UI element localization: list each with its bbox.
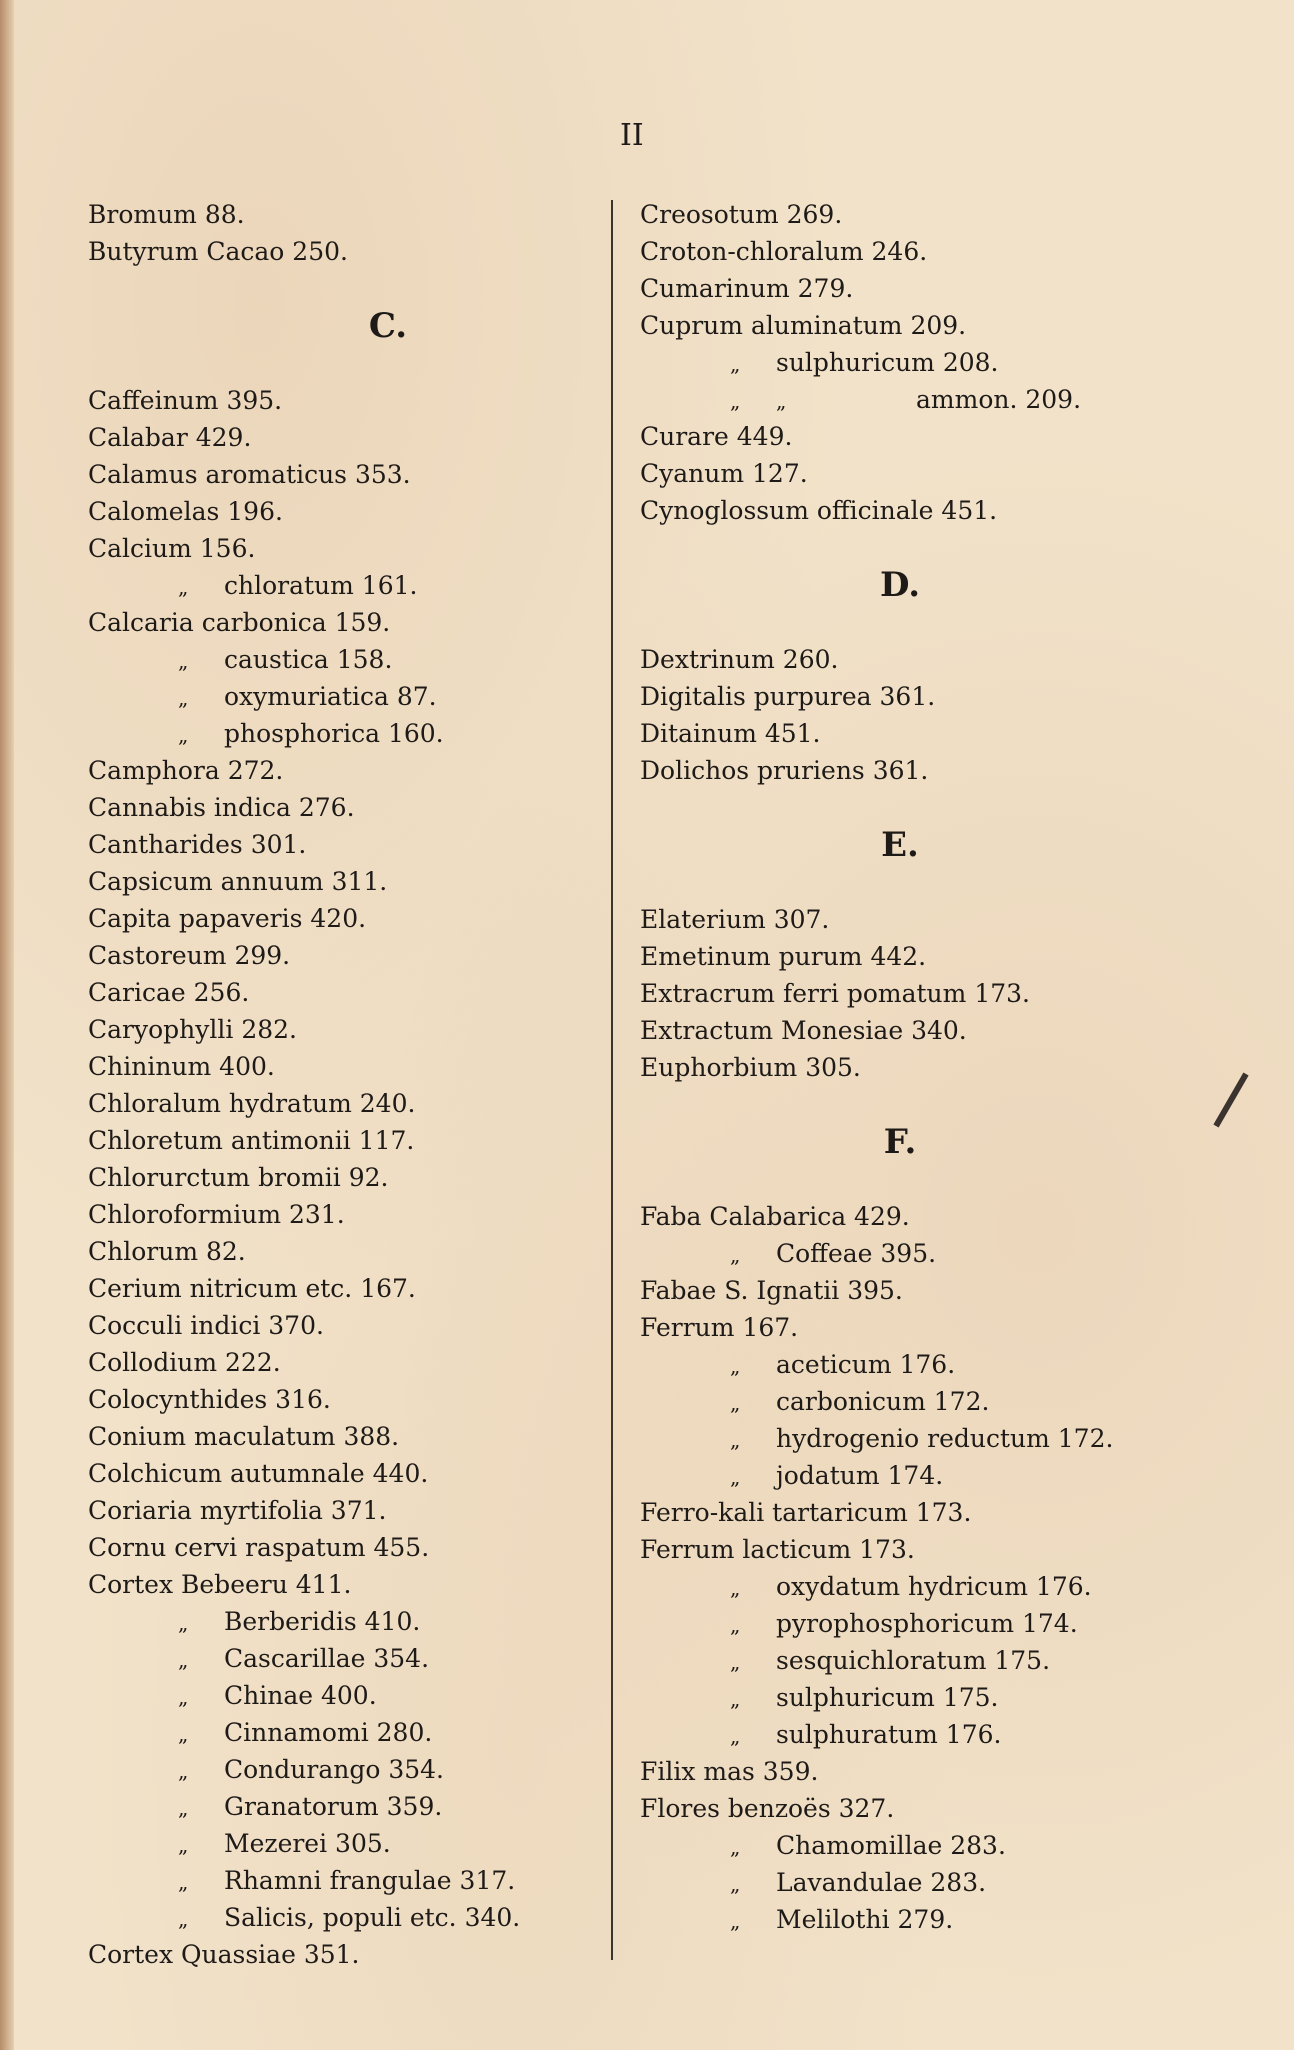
entry-text: Chamomillae 283.: [776, 1831, 1006, 1860]
entry-text: sesquichloratum 175.: [776, 1646, 1051, 1675]
index-entry: [640, 901, 1200, 938]
entry-text: Cortex Bebeeru 411.: [88, 1570, 352, 1599]
index-entry: [88, 752, 608, 789]
entry-text: ammon. 209.: [916, 385, 1082, 414]
entry-text: Castoreum 299.: [88, 941, 291, 970]
ditto-mark: „: [178, 1648, 189, 1672]
index-subentry: [640, 1901, 1200, 1938]
entry-text: Salicis, populi etc. 340.: [224, 1903, 521, 1932]
index-entry: [640, 1012, 1200, 1049]
entry-text: Croton-chloralum 246.: [640, 237, 928, 266]
entry-text: Chlorum 82.: [88, 1237, 246, 1266]
index-entry: [640, 270, 1200, 307]
entry-text: Cynoglossum officinale 451.: [640, 496, 998, 525]
ditto-mark: „: [178, 1870, 189, 1894]
index-entry: [88, 1344, 608, 1381]
entry-text: Caryophylli 282.: [88, 1015, 297, 1044]
entry-text: Camphora 272.: [88, 756, 284, 785]
entry-text: carbonicum 172.: [776, 1387, 990, 1416]
index-entry: [88, 196, 608, 233]
index-entry: [88, 1122, 608, 1159]
index-subentry: [640, 1864, 1200, 1901]
index-subentry: [640, 1457, 1200, 1494]
index-entry: [88, 863, 608, 900]
index-entry: [88, 1270, 608, 1307]
entry-text: Cannabis indica 276.: [88, 793, 355, 822]
ditto-mark: „: [730, 1724, 741, 1748]
index-entry: [88, 1529, 608, 1566]
index-subentry: [640, 1716, 1200, 1753]
index-entry: [88, 1566, 608, 1603]
index-entry: [88, 1159, 608, 1196]
entry-text: phosphorica 160.: [224, 719, 444, 748]
section-letter-heading: F.: [883, 1122, 917, 1162]
entry-text: Caricae 256.: [88, 978, 250, 1007]
index-subentry: [640, 1383, 1200, 1420]
index-entry: [640, 641, 1200, 678]
index-entry: [88, 233, 608, 270]
ditto-mark: „: [178, 1685, 189, 1709]
index-entry: [640, 196, 1200, 233]
index-subentry: [88, 1751, 608, 1788]
ditto-mark: „: [178, 723, 189, 747]
index-entry: [640, 1494, 1200, 1531]
index-subentry: [640, 1346, 1200, 1383]
index-subentry: [88, 641, 608, 678]
ditto-mark: „: [178, 1796, 189, 1820]
entry-text: Mezerei 305.: [224, 1829, 391, 1858]
ditto-mark: „: [730, 1354, 741, 1378]
entry-text: Caffeinum 395.: [88, 386, 283, 415]
section-letter-heading: D.: [879, 565, 921, 605]
index-entry: [88, 419, 608, 456]
entry-text: Chloroformium 231.: [88, 1200, 345, 1229]
ditto-mark: „: [730, 352, 741, 376]
entry-text: Ferro-kali tartaricum 173.: [640, 1498, 972, 1527]
entry-text: Cornu cervi raspatum 455.: [88, 1533, 430, 1562]
entry-text: Ditainum 451.: [640, 719, 821, 748]
book-binding-edge: [0, 0, 14, 2050]
index-entry: [88, 1048, 608, 1085]
entry-text: Calcaria carbonica 159.: [88, 608, 391, 637]
ditto-mark: „: [730, 1835, 741, 1859]
entry-text: Capita papaveris 420.: [88, 904, 367, 933]
ditto-mark: „: [730, 1243, 741, 1267]
entry-text: Melilothi 279.: [776, 1905, 954, 1934]
index-subentry: [88, 715, 608, 752]
index-subentry: [640, 1605, 1200, 1642]
entry-text: Extracrum ferri pomatum 173.: [640, 979, 1030, 1008]
entry-text: Faba Calabarica 429.: [640, 1202, 910, 1231]
entry-text: Elaterium 307.: [640, 905, 830, 934]
entry-text: Collodium 222.: [88, 1348, 281, 1377]
ditto-mark: „: [178, 1722, 189, 1746]
entry-text: chloratum 161.: [224, 571, 418, 600]
entry-text: Colocynthides 316.: [88, 1385, 331, 1414]
entry-text: Calomelas 196.: [88, 497, 283, 526]
ditto-mark: „: [730, 1650, 741, 1674]
index-entry: [88, 789, 608, 826]
entry-text: Chloretum antimonii 117.: [88, 1126, 415, 1155]
entry-text: Cantharides 301.: [88, 830, 307, 859]
index-entry: [640, 492, 1200, 529]
index-subentry: [640, 1642, 1200, 1679]
entry-text: Calcium 156.: [88, 534, 256, 563]
index-subentry: [88, 1603, 608, 1640]
ditto-mark: „: [730, 1872, 741, 1896]
index-subentry: [88, 1788, 608, 1825]
entry-text: oxydatum hydricum 176.: [776, 1572, 1092, 1601]
page-number: II: [620, 118, 644, 153]
entry-text: Fabae S. Ignatii 395.: [640, 1276, 903, 1305]
entry-text: Coriaria myrtifolia 371.: [88, 1496, 387, 1525]
index-subentry: [88, 1899, 608, 1936]
index-entry: [88, 382, 608, 419]
ditto-mark: „: [178, 1759, 189, 1783]
ditto-mark: „: [178, 1907, 189, 1931]
ditto-mark: „: [730, 1576, 741, 1600]
index-entry: [640, 1049, 1200, 1086]
entry-text: Creosotum 269.: [640, 200, 843, 229]
index-entry: [640, 1309, 1200, 1346]
index-entry: [640, 975, 1200, 1012]
index-subentry: [640, 344, 1200, 381]
entry-text: Curare 449.: [640, 422, 793, 451]
entry-text: Lavandulae 283.: [776, 1868, 987, 1897]
index-entry: [88, 456, 608, 493]
index-entry: [640, 1753, 1200, 1790]
index-entry: [88, 900, 608, 937]
index-entry: [640, 1198, 1200, 1235]
ditto-mark: „: [178, 575, 189, 599]
entry-text: Flores benzoës 327.: [640, 1794, 895, 1823]
entry-text: Chinae 400.: [224, 1681, 377, 1710]
index-entry: [88, 974, 608, 1011]
entry-text: Cortex Quassiae 351.: [88, 1940, 360, 1969]
entry-text: Berberidis 410.: [224, 1607, 421, 1636]
entry-text: Ferrum lacticum 173.: [640, 1535, 915, 1564]
margin-pencil-mark: [1213, 1073, 1248, 1128]
index-entry: [640, 307, 1200, 344]
index-entry: [640, 455, 1200, 492]
index-subentry: [640, 1827, 1200, 1864]
index-entry: [640, 418, 1200, 455]
entry-text: Emetinum purum 442.: [640, 942, 927, 971]
entry-text: caustica 158.: [224, 645, 393, 674]
index-subentry: [88, 678, 608, 715]
entry-text: Digitalis purpurea 361.: [640, 682, 936, 711]
entry-text: Calamus aromaticus 353.: [88, 460, 411, 489]
section-letter-heading: E.: [881, 825, 919, 865]
index-subentry: [640, 1679, 1200, 1716]
index-entry: [640, 938, 1200, 975]
index-entry: [640, 678, 1200, 715]
ditto-mark: „: [178, 1833, 189, 1857]
ditto-mark: „: [730, 1428, 741, 1452]
ditto-mark: „: [730, 389, 741, 413]
entry-text: sulphuratum 176.: [776, 1720, 1002, 1749]
entry-text: Cumarinum 279.: [640, 274, 854, 303]
ditto-mark: „: [730, 1613, 741, 1637]
index-entry: [88, 1381, 608, 1418]
index-entry: [640, 1790, 1200, 1827]
ditto-mark: „: [178, 1611, 189, 1635]
ditto-mark: „: [730, 1687, 741, 1711]
index-column-right: [640, 196, 1200, 1938]
entry-text: Rhamni frangulae 317.: [224, 1866, 516, 1895]
index-entry: [640, 1531, 1200, 1568]
index-entry: [88, 1936, 608, 1973]
entry-text: Chininum 400.: [88, 1052, 275, 1081]
entry-text: Butyrum Cacao 250.: [88, 237, 348, 266]
index-entry: [640, 715, 1200, 752]
entry-text: Dolichos pruriens 361.: [640, 756, 929, 785]
entry-text: Cuprum aluminatum 209.: [640, 311, 967, 340]
entry-text: Cocculi indici 370.: [88, 1311, 324, 1340]
entry-text: Chloralum hydratum 240.: [88, 1089, 416, 1118]
entry-text: Coffeae 395.: [776, 1239, 937, 1268]
entry-text: Granatorum 359.: [224, 1792, 443, 1821]
ditto-mark: „: [178, 686, 189, 710]
index-entry: [640, 1272, 1200, 1309]
entry-text: Calabar 429.: [88, 423, 252, 452]
index-subentry: [88, 1825, 608, 1862]
entry-text: Extractum Monesiae 340.: [640, 1016, 967, 1045]
index-subentry: [640, 381, 1200, 418]
entry-text: jodatum 174.: [776, 1461, 944, 1490]
index-subentry: [88, 567, 608, 604]
entry-text: Condurango 354.: [224, 1755, 445, 1784]
index-column-left: [88, 196, 608, 1973]
index-subentry: [640, 1235, 1200, 1272]
index-entry: [88, 493, 608, 530]
entry-text: sulphuricum 208.: [776, 348, 999, 377]
entry-text: aceticum 176.: [776, 1350, 956, 1379]
entry-text: Conium maculatum 388.: [88, 1422, 400, 1451]
entry-text: Filix mas 359.: [640, 1757, 819, 1786]
index-entry: [88, 1085, 608, 1122]
entry-text: Ferrum 167.: [640, 1313, 799, 1342]
index-entry: [88, 1455, 608, 1492]
entry-text: pyrophosphoricum 174.: [776, 1609, 1078, 1638]
index-entry: [88, 1307, 608, 1344]
index-subentry: [88, 1714, 608, 1751]
entry-text: oxymuriatica 87.: [224, 682, 437, 711]
entry-text: Cascarillae 354.: [224, 1644, 430, 1673]
index-entry: [88, 604, 608, 641]
entry-text: Colchicum autumnale 440.: [88, 1459, 429, 1488]
entry-text: sulphuricum 175.: [776, 1683, 999, 1712]
index-entry: [88, 530, 608, 567]
column-divider: [611, 200, 613, 1960]
index-entry: [640, 233, 1200, 270]
ditto-mark: „: [730, 1909, 741, 1933]
section-letter-heading: C.: [368, 306, 408, 346]
ditto-mark: „: [178, 649, 189, 673]
index-subentry: [640, 1568, 1200, 1605]
entry-text: Euphorbium 305.: [640, 1053, 861, 1082]
index-subentry: [88, 1862, 608, 1899]
entry-text: Dextrinum 260.: [640, 645, 839, 674]
index-entry: [640, 752, 1200, 789]
index-entry: [88, 1011, 608, 1048]
ditto-mark: „: [730, 1391, 741, 1415]
entry-text: Cerium nitricum etc. 167.: [88, 1274, 416, 1303]
entry-text: Cyanum 127.: [640, 459, 808, 488]
index-entry: [88, 1418, 608, 1455]
entry-text: Cinnamomi 280.: [224, 1718, 433, 1747]
entry-text: Chlorurctum bromii 92.: [88, 1163, 389, 1192]
index-entry: [88, 1492, 608, 1529]
entry-text: hydrogenio reductum 172.: [776, 1424, 1114, 1453]
ditto-mark: „: [730, 1465, 741, 1489]
index-entry: [88, 826, 608, 863]
index-subentry: [640, 1420, 1200, 1457]
ditto-mark: „: [776, 389, 787, 413]
index-subentry: [88, 1677, 608, 1714]
entry-text: Capsicum annuum 311.: [88, 867, 388, 896]
index-entry: [88, 937, 608, 974]
index-subentry: [88, 1640, 608, 1677]
entry-text: Bromum 88.: [88, 200, 245, 229]
index-entry: [88, 1196, 608, 1233]
index-entry: [88, 1233, 608, 1270]
